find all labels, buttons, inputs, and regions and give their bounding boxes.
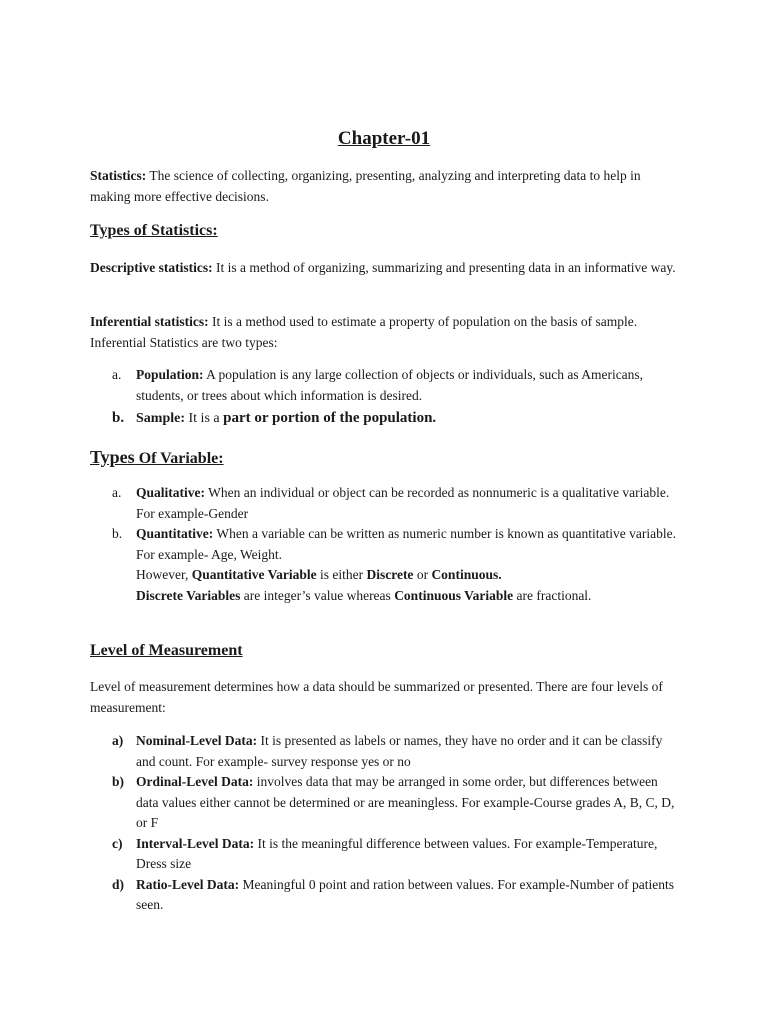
list-item	[90, 731, 682, 772]
interval-text: It is the meaningful difference between values. For example-Temperature, Dress size	[136, 835, 658, 871]
inferential-term: Inferential statistics:	[90, 314, 209, 329]
note-bold: Discrete Variables	[136, 587, 241, 603]
note-text: are fractional.	[513, 587, 592, 603]
quantitative-text: When a variable can be written as numeric number is known as quantitative variable. For example- Age, Weight.	[136, 526, 676, 562]
sample-term: Sample:	[136, 411, 185, 426]
list-marker: d)	[112, 876, 125, 892]
list-marker: c)	[112, 835, 123, 851]
descriptive-term: Descriptive statistics:	[90, 260, 213, 275]
list-item	[90, 834, 682, 875]
quantitative-note-line	[136, 565, 682, 586]
measurement-intro: Level of measurement determines how a data should be summarized or presented. There are four levels of measurement:	[90, 679, 663, 715]
statistics-definition	[90, 166, 682, 207]
measurement-levels-list	[90, 731, 682, 916]
list-marker: a.	[112, 485, 122, 500]
note-text: are integer’s value whereas	[240, 587, 395, 603]
population-term: Population:	[136, 367, 204, 382]
nominal-text: It is presented as labels or names, they have no order and it can be classify and count. For example- survey response yes or no	[136, 733, 663, 769]
inferential-statistics-paragraph	[90, 312, 682, 353]
population-text: A population is any large collection of objects or individuals, such as Americans, students, or trees about which information is desired.	[136, 367, 644, 403]
types-of-statistics-heading: Types of Statistics:	[90, 222, 218, 239]
inferential-types-list	[90, 365, 682, 430]
definition-term: Statistics:	[90, 168, 147, 183]
inferential-text: It is a method used to estimate a property of population on the basis of sample. Inferential Statistics are two types:	[90, 314, 638, 350]
chapter-title: Chapter-01	[337, 128, 431, 149]
note-text: or	[413, 567, 432, 582]
variable-types-list	[90, 483, 682, 606]
list-item	[90, 365, 682, 406]
list-item	[90, 408, 682, 430]
ratio-term: Ratio-Level Data:	[136, 876, 240, 892]
ordinal-term: Ordinal-Level Data:	[136, 774, 254, 789]
descriptive-text: It is a method of organizing, summarizing and presenting data in an informative way.	[212, 260, 676, 275]
note-bold: Continuous.	[431, 567, 502, 582]
types-of-variable-heading	[90, 447, 224, 468]
heading-rest: Of Variable:	[134, 450, 224, 467]
note-bold: Quantitative Variable	[191, 567, 317, 582]
ratio-text: Meaningful 0 point and ration between values. For example-Number of patients seen.	[136, 876, 674, 912]
list-marker: a)	[112, 733, 124, 748]
level-of-measurement-heading: Level of Measurement	[90, 642, 243, 659]
list-item	[90, 483, 682, 524]
list-item	[90, 524, 682, 606]
heading-first-word: Types	[90, 447, 135, 467]
list-marker: b.	[112, 526, 123, 541]
quantitative-term: Quantitative:	[136, 526, 214, 541]
sample-emphasis: part or portion of the population.	[223, 410, 437, 426]
qualitative-text: When an individual or object can be recorded as nonnumeric is a qualitative variable. For example-Gender	[136, 485, 670, 521]
note-bold: Discrete	[366, 567, 414, 582]
note-text: However,	[136, 567, 192, 582]
interval-term: Interval-Level Data:	[136, 835, 255, 851]
list-item	[90, 772, 682, 834]
sample-text: It is a	[185, 411, 224, 426]
descriptive-statistics-paragraph	[90, 258, 682, 279]
list-item	[90, 875, 682, 916]
nominal-term: Nominal-Level Data:	[136, 733, 258, 748]
list-marker: b.	[112, 410, 125, 426]
qualitative-term: Qualitative:	[136, 485, 205, 500]
definition-text: The science of collecting, organizing, presenting, analyzing and interpreting data to help in making more effective decisions.	[90, 168, 641, 204]
note-bold: Continuous Variable	[394, 587, 514, 603]
ordinal-text: involves data that may be arranged in some order, but differences between data values either cannot be determined or are meaningless. For example-Course grades A, B, C, D, or F	[136, 774, 675, 830]
list-marker: b)	[112, 774, 125, 789]
list-marker: a.	[112, 367, 122, 382]
note-text: is either	[316, 567, 367, 582]
discrete-continuous-line	[136, 586, 682, 607]
